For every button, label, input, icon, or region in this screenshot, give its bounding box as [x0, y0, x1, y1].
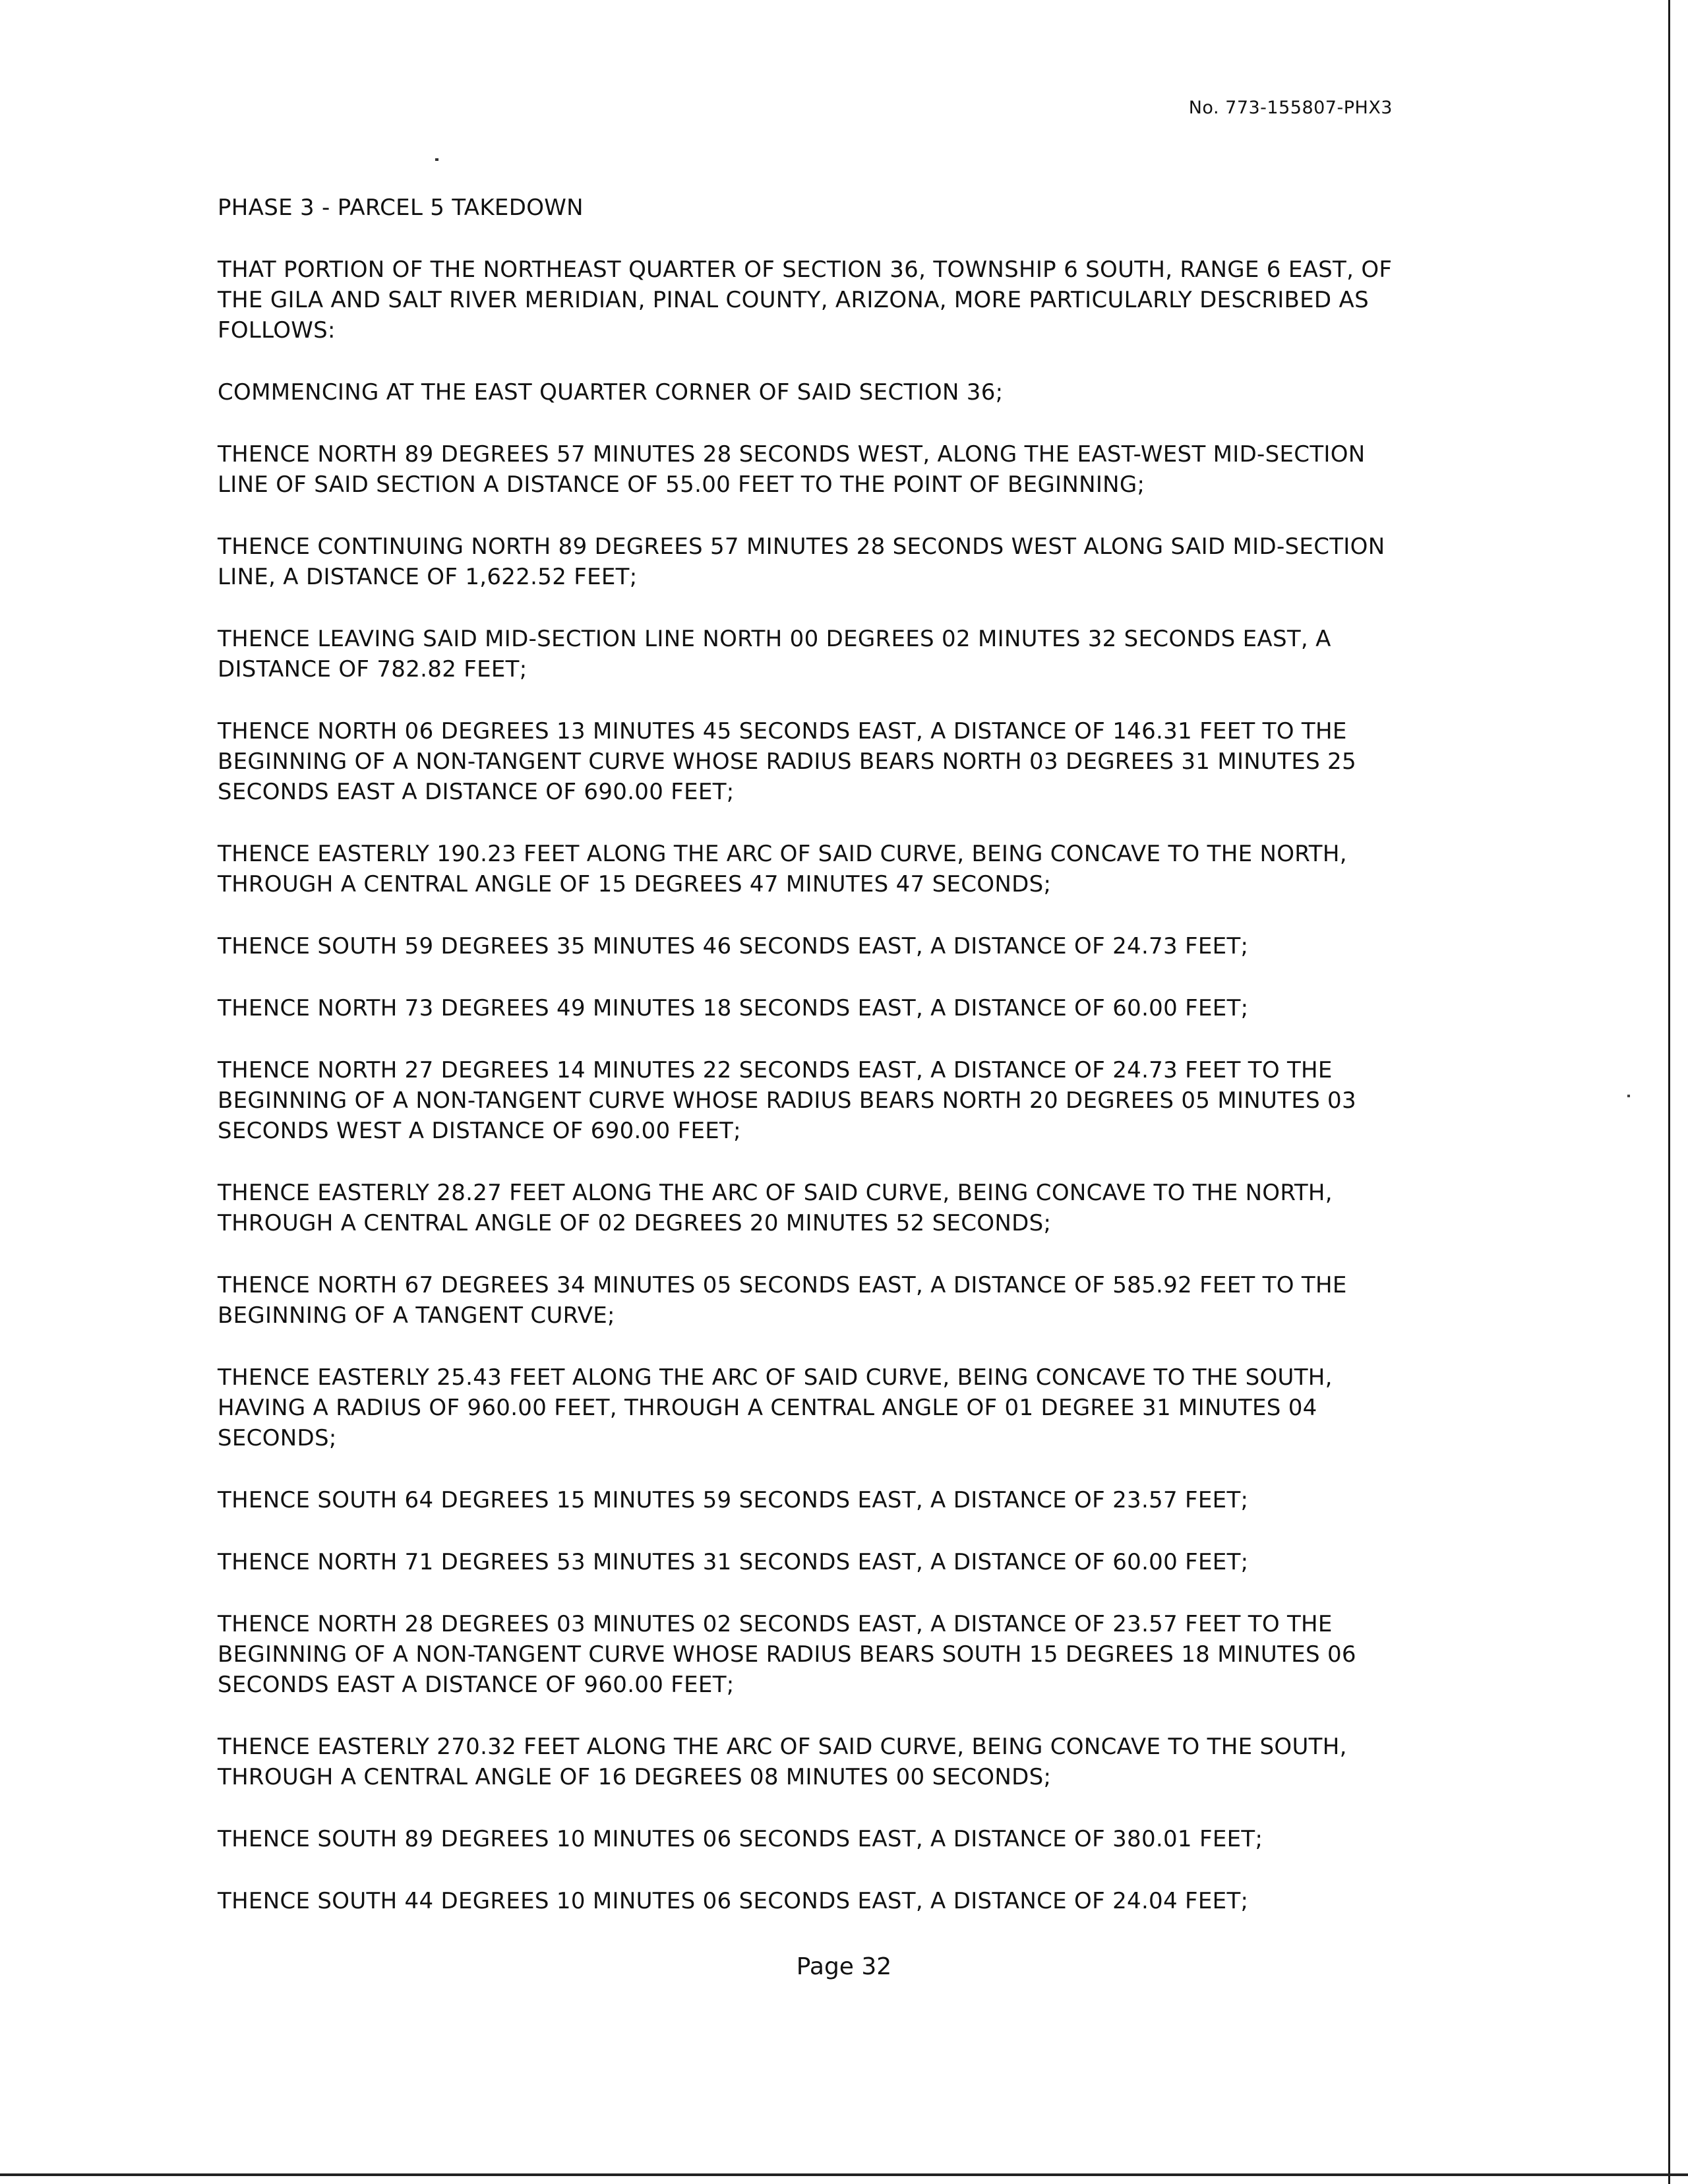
legal-description-body [218, 193, 1404, 1948]
scan-speck [435, 158, 438, 161]
description-paragraph: THENCE SOUTH 89 DEGREES 10 MINUTES 06 SECONDS EAST, A DISTANCE OF 380.01 FEET; [218, 1826, 1263, 1852]
description-paragraph: THENCE NORTH 27 DEGREES 14 MINUTES 22 SECONDS EAST, A DISTANCE OF 24.73 FEET TO THE BEGINNING OF A NON-TANGENT CURVE WHOSE RADIUS BEARS NORTH 20 DEGREES 05 MINUTES 03 SECONDS WEST A DISTANCE OF 690.00 FEET; [218, 1057, 1356, 1144]
description-paragraph: THENCE EASTERLY 270.32 FEET ALONG THE ARC OF SAID CURVE, BEING CONCAVE TO THE SOUTH, THROUGH A CENTRAL ANGLE OF 16 DEGREES 08 MINUTES 00 SECONDS; [218, 1734, 1347, 1790]
description-paragraph: COMMENCING AT THE EAST QUARTER CORNER OF SAID SECTION 36; [218, 379, 1004, 406]
description-paragraph: THENCE NORTH 67 DEGREES 34 MINUTES 05 SECONDS EAST, A DISTANCE OF 585.92 FEET TO THE BEGINNING OF A TANGENT CURVE; [218, 1272, 1347, 1329]
description-paragraph: THENCE NORTH 89 DEGREES 57 MINUTES 28 SECONDS WEST, ALONG THE EAST-WEST MID-SECTION LINE OF SAID SECTION A DISTANCE OF 55.00 FEET TO THE POINT OF BEGINNING; [218, 441, 1366, 498]
description-paragraph: THENCE EASTERLY 25.43 FEET ALONG THE ARC OF SAID CURVE, BEING CONCAVE TO THE SOUTH, HAVING A RADIUS OF 960.00 FEET, THROUGH A CENTRAL ANGLE OF 01 DEGREE 31 MINUTES 04 SECONDS; [218, 1364, 1333, 1451]
description-paragraph: THENCE SOUTH 64 DEGREES 15 MINUTES 59 SECONDS EAST, A DISTANCE OF 23.57 FEET; [218, 1487, 1249, 1513]
description-paragraph: THENCE NORTH 06 DEGREES 13 MINUTES 45 SECONDS EAST, A DISTANCE OF 146.31 FEET TO THE BEGINNING OF A NON-TANGENT CURVE WHOSE RADIUS BEARS NORTH 03 DEGREES 31 MINUTES 25 SECONDS EAST A DISTANCE OF 690.00 FEET; [218, 718, 1356, 805]
scan-edge-line [1668, 0, 1670, 2184]
description-paragraph: THENCE EASTERLY 28.27 FEET ALONG THE ARC OF SAID CURVE, BEING CONCAVE TO THE NORTH, THROUGH A CENTRAL ANGLE OF 02 DEGREES 20 MINUTES 52 SECONDS; [218, 1180, 1333, 1236]
document-number: No. 773-155807-PHX3 [1188, 98, 1393, 118]
scan-speck [1627, 1095, 1630, 1097]
description-paragraph: THENCE NORTH 73 DEGREES 49 MINUTES 18 SECONDS EAST, A DISTANCE OF 60.00 FEET; [218, 995, 1249, 1021]
description-paragraph: THENCE LEAVING SAID MID-SECTION LINE NORTH 00 DEGREES 02 MINUTES 32 SECONDS EAST, A DISTANCE OF 782.82 FEET; [218, 626, 1331, 682]
description-paragraph: THENCE SOUTH 59 DEGREES 35 MINUTES 46 SECONDS EAST, A DISTANCE OF 24.73 FEET; [218, 933, 1249, 959]
description-paragraph: THENCE NORTH 28 DEGREES 03 MINUTES 02 SECONDS EAST, A DISTANCE OF 23.57 FEET TO THE BEGINNING OF A NON-TANGENT CURVE WHOSE RADIUS BEARS SOUTH 15 DEGREES 18 MINUTES 06 SECONDS EAST A DISTANCE OF 960.00 FEET; [218, 1611, 1356, 1698]
description-paragraph: THENCE EASTERLY 190.23 FEET ALONG THE ARC OF SAID CURVE, BEING CONCAVE TO THE NORTH, THROUGH A CENTRAL ANGLE OF 15 DEGREES 47 MINUTES 47 SECONDS; [218, 841, 1347, 897]
description-paragraph: THENCE SOUTH 44 DEGREES 10 MINUTES 06 SECONDS EAST, A DISTANCE OF 24.04 FEET; [218, 1888, 1249, 1914]
scan-bottom-line [0, 2173, 1688, 2176]
description-paragraph: THENCE CONTINUING NORTH 89 DEGREES 57 MINUTES 28 SECONDS WEST ALONG SAID MID-SECTION LINE, A DISTANCE OF 1,622.52 FEET; [218, 533, 1385, 590]
description-paragraph: THAT PORTION OF THE NORTHEAST QUARTER OF SECTION 36, TOWNSHIP 6 SOUTH, RANGE 6 EAST, OF THE GILA AND SALT RIVER MERIDIAN, PINAL COUNTY, ARIZONA, MORE PARTICULARLY DESCRIBED AS FOLLOWS: [218, 257, 1393, 344]
parcel-title: PHASE 3 - PARCEL 5 TAKEDOWN [218, 195, 584, 221]
page-number: Page 32 [796, 1953, 892, 1980]
description-paragraph: THENCE NORTH 71 DEGREES 53 MINUTES 31 SECONDS EAST, A DISTANCE OF 60.00 FEET; [218, 1549, 1249, 1575]
